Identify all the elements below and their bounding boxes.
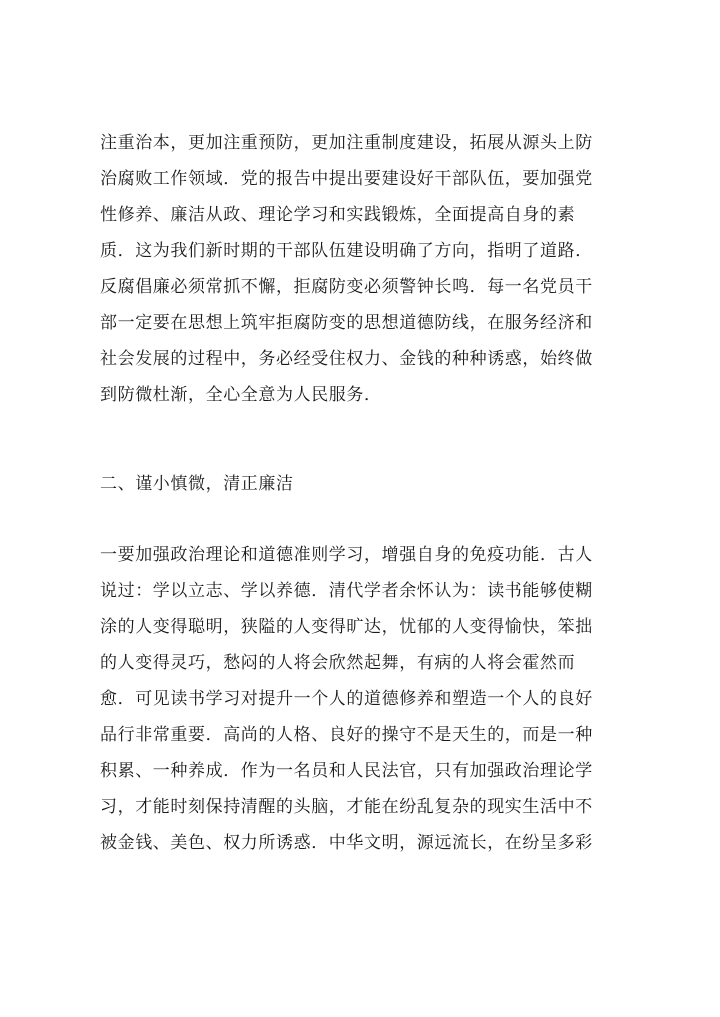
paragraph-line: 反腐倡廉必须常抓不懈，拒腐防变必须警钟长鸣．每一名党员干	[100, 277, 593, 297]
paragraph-line: 治腐败工作领域．党的报告中提出要建设好干部队伍，要加强党	[100, 169, 593, 189]
paragraph-line: 涂的人变得聪明，狭隘的人变得旷达，忧郁的人变得愉快，笨拙	[100, 617, 593, 637]
paragraph-line: 注重治本，更加注重预防，更加注重制度建设，拓展从源头上防	[100, 133, 593, 153]
paragraph-2	[100, 537, 660, 861]
section-heading-text: 二、谨小慎微，清正廉洁	[100, 474, 294, 494]
paragraph-line: 积累、一种养成．作为一名员和人民法官，只有加强政治理论学	[100, 761, 593, 781]
paragraph-line: 品行非常重要．高尚的人格、良好的操守不是天生的，而是一种	[100, 725, 593, 745]
paragraph-line: 愈．可见读书学习对提升一个人的道德修养和塑造一个人的良好	[100, 689, 593, 709]
paragraph-line: 的人变得灵巧，愁闷的人将会欣然起舞，有病的人将会霍然而	[100, 653, 576, 673]
paragraph-line: 被金钱、美色、权力所诱惑．中华文明，源远流长，在纷呈多彩	[100, 833, 593, 853]
section-heading	[100, 466, 660, 502]
paragraph-line: 质．这为我们新时期的干部队伍建设明确了方向，指明了道路．	[100, 241, 593, 261]
paragraph-line: 习，才能时刻保持清醒的头脑，才能在纷乱复杂的现实生活中不	[100, 797, 593, 817]
paragraph-1	[100, 125, 660, 413]
paragraph-line: 到防微杜渐，全心全意为人民服务．	[100, 385, 382, 405]
paragraph-line: 性修养、廉洁从政、理论学习和实践锻炼，全面提高自身的素	[100, 205, 576, 225]
paragraph-line: 一要加强政治理论和道德准则学习，增强自身的免疫功能．古人	[100, 545, 593, 565]
paragraph-line: 说过：学以立志、学以养德．清代学者余怀认为：读书能够使糊	[100, 581, 593, 601]
paragraph-line: 部一定要在思想上筑牢拒腐防变的思想道德防线，在服务经济和	[100, 313, 593, 333]
paragraph-line: 社会发展的过程中，务必经受住权力、金钱的种种诱惑，始终做	[100, 349, 593, 369]
